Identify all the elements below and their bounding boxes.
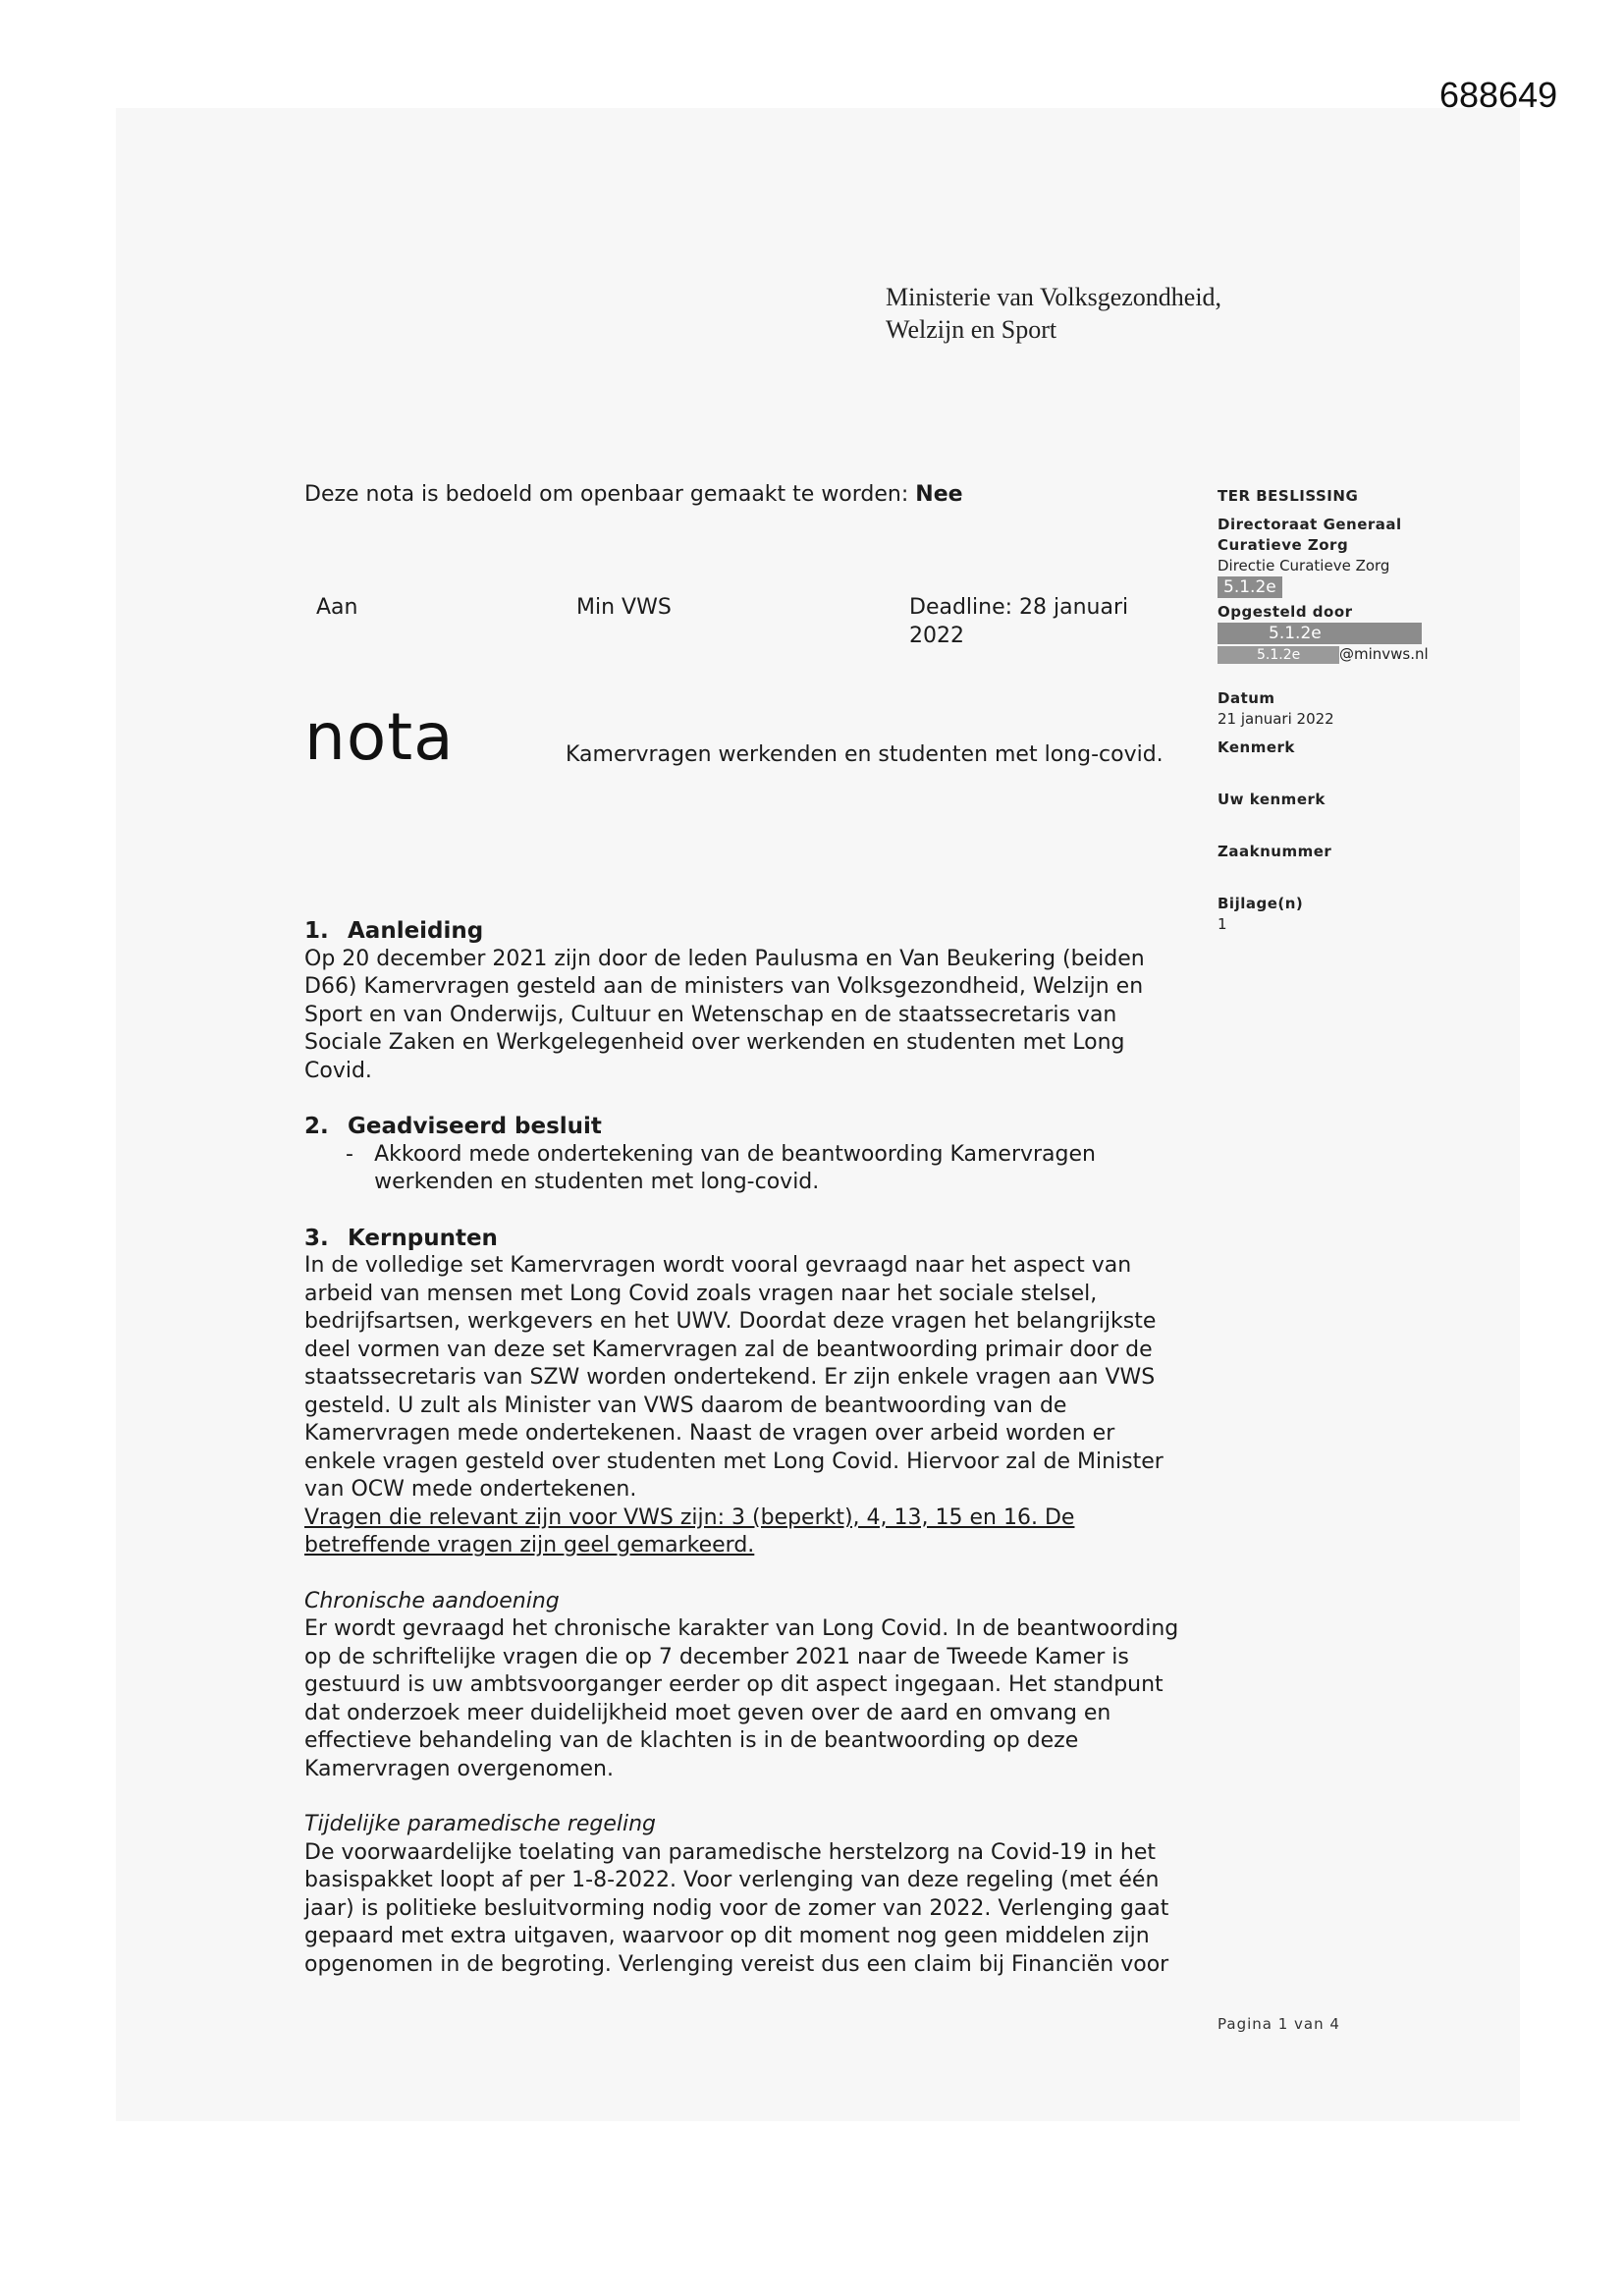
document-subject: Kamervragen werkenden en studenten met long-covid. xyxy=(566,742,1164,767)
section-text-aanleiding: Op 20 december 2021 zijn door de leden Paulusma en Van Beukering (beiden D66) Kamervragen gesteld aan de ministers van Volksgezondheid, Welzijn en Sport en van Onderwijs, Cultuur en Wetenschap en de staatssecretaris van Sociale Zaken en Werkgelegenheid over werkenden en studenten met Long Covid. xyxy=(304,946,1145,1083)
section-text-kernpunten: In de volledige set Kamervragen wordt vooral gevraagd naar het aspect van arbeid van mensen met Long Covid zoals vragen naar het sociale stelsel, bedrijfsartsen, werkgevers en het UWV. Doordat deze vragen het belangrijkste deel vormen van deze set Kamervragen zal de beantwoording primair door de staatssecretaris van SZW worden ondertekend. Er zijn enkele vragen aan VWS gesteld. U zult als Minister van VWS daarom de beantwoording van de Kamervragen mede ondertekenen. Naast de vragen over arbeid worden er enkele vragen gesteld over studenten met Long Covid. Hiervoor zal de Minister van OCW mede ondertekenen. xyxy=(304,1253,1164,1502)
case-number-label: Zaaknummer xyxy=(1218,843,1332,860)
reference-label: Kenmerk xyxy=(1218,738,1295,756)
relevant-questions-note: Vragen die relevant zijn voor VWS zijn: 3 (beperkt), 4, 13, 15 en 16. De betreffende vragen zijn geel gemarkeerd. xyxy=(304,1504,1075,1558)
section-title: Aanleiding xyxy=(348,918,484,944)
addressee-label: Aan xyxy=(316,595,358,620)
section-heading-aanleiding xyxy=(304,917,1188,946)
email-domain: @minvws.nl xyxy=(1339,645,1429,663)
redaction-block: 5.1.2e xyxy=(1218,623,1422,644)
ministry-logo-text xyxy=(886,281,1221,346)
attachments-label: Bijlage(n) xyxy=(1218,895,1304,912)
subheading-paramedisch: Tijdelijke paramedische regeling xyxy=(304,1812,657,1836)
section-number: 1. xyxy=(304,918,329,944)
date-label: Datum xyxy=(1218,689,1275,707)
list-item xyxy=(304,1141,1188,1197)
dg-line-2: Curatieve Zorg xyxy=(1218,536,1349,554)
deadline: Deadline: 28 januari 2022 xyxy=(909,595,1129,648)
document-body xyxy=(304,917,1188,1979)
document-number: 688649 xyxy=(1439,75,1558,115)
text-paramedisch: De voorwaardelijke toelating van paramedische herstelzorg na Covid-19 in het basispakket loopt af per 1-8-2022. Voor verlenging van deze regeling (met één jaar) is politieke besluitvorming nodig voor de zomer van 2022. Verlenging gaat gepaard met extra uitgaven, waarvoor op dit moment nog geen middelen zijn opgenomen in de begroting. Verlenging vereist dus een claim bij Financiën voor xyxy=(304,1839,1169,1977)
redaction-block: 5.1.2e xyxy=(1218,576,1282,598)
public-label: Deze nota is bedoeld om openbaar gemaakt te worden: xyxy=(304,482,909,507)
section-number: 3. xyxy=(304,1225,329,1251)
ministry-line-2: Welzijn en Sport xyxy=(886,315,1057,344)
sidebar-metadata xyxy=(1218,486,1473,935)
bullet-text: Akkoord mede ondertekening van de beantwoording Kamervragen werkenden en studenten met long-covid. xyxy=(374,1141,1096,1194)
dg-line-1: Directoraat Generaal xyxy=(1218,516,1402,533)
bullet-dash: - xyxy=(346,1141,353,1167)
addressee-value: Min VWS xyxy=(576,595,672,620)
date-value: 21 januari 2022 xyxy=(1218,710,1334,728)
subheading-chronisch: Chronische aandoening xyxy=(304,1588,560,1613)
public-statement xyxy=(304,481,963,510)
public-value: Nee xyxy=(915,482,963,507)
section-title: Geadviseerd besluit xyxy=(348,1114,602,1139)
page-number: Pagina 1 van 4 xyxy=(1218,2015,1340,2033)
text-chronisch: Er wordt gevraagd het chronische karakter van Long Covid. In de beantwoording op de schriftelijke vragen die op 7 december 2021 naar de Tweede Kamer is gestuurd is uw ambtsvoorganger eerder op dit aspect ingegaan. Het standpunt dat onderzoek meer duidelijkheid moet geven over de aard en omvang en effectieve behandeling van de klachten is in de beantwoording op deze Kamervragen overgenomen. xyxy=(304,1616,1179,1781)
author-label: Opgesteld door xyxy=(1218,603,1353,621)
document-type-title: nota xyxy=(304,699,455,775)
redaction-block: 5.1.2e xyxy=(1218,646,1339,664)
attachments-value: 1 xyxy=(1218,915,1227,933)
your-reference-label: Uw kenmerk xyxy=(1218,791,1326,808)
decision-type: TER BESLISSING xyxy=(1218,487,1359,505)
section-number: 2. xyxy=(304,1114,329,1139)
section-heading-besluit xyxy=(304,1113,1188,1141)
section-heading-kernpunten xyxy=(304,1225,1188,1253)
directorate: Directie Curatieve Zorg xyxy=(1218,557,1390,574)
ministry-line-1: Ministerie van Volksgezondheid, xyxy=(886,283,1222,311)
section-title: Kernpunten xyxy=(348,1225,498,1251)
